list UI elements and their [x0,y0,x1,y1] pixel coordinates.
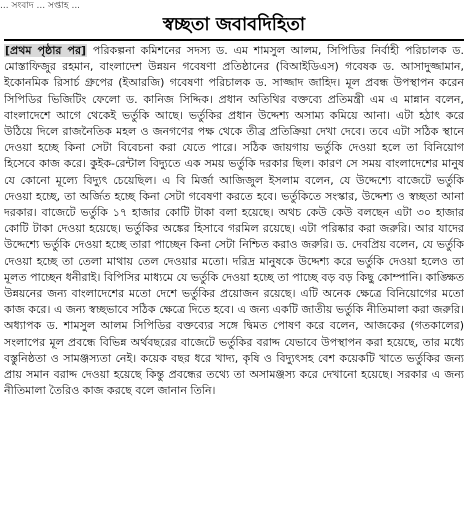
headline-rule [4,39,464,41]
continuation-label: [প্রথম পৃষ্ঠার পর] [5,44,87,57]
article-body [4,43,464,529]
header-strip: ... সংবাদ ... সপ্তাহ ... [0,1,81,11]
headline: স্বচ্ছতা জবাবদিহিতা [162,14,306,35]
article-text: পরিকল্পনা কমিশনের সদস্য ড. এম শামসুল আলম, সিপিডির নির্বাহী পরিচালক ড. মোস্তাফিজুর রহমান, বাংলাদেশ উন্নয়ন গবেষণা প্রতিষ্ঠানের (বিআইডিএস) গবেষক ড. আসাদুজ্জামান, ইকোনমিক রিসার্চ গ্রুপের (ইআরজি) গবেষণা পরিচালক ড. সাজ্জাদ জাহিদ। মূল প্রবন্ধ উপস্থাপন করেন সিপিডির ভিজিটিং ফেলো ড. কানিজ সিদ্দিক। প্রধান অতিথির বক্তব্যে প্রতিমন্ত্রী এম এ মান্নান বলেন, বাংলাদেশে আগে থেকেই ভর্তুকি আছে। ভর্তুকির প্রধান উদ্দেশ্য অসাম্য কমিয়ে আনা। এটা হঠাৎ করে উঠিয়ে দিলে রাজনৈতিক মহল ও জনগণের পক্ষ থেকে তীব্র প্রতিক্রিয়া দেখা দেবে। তবে এটা সঠিক স্থানে দেওয়া হচ্ছে কিনা সেটা বিবেচনা করা যেতে পারে। সঠিক জায়গায় ভর্তুকি দেওয়া হলে তা বিনিয়োগ হিসেবে কাজ করে। কুইক-রেন্টাল বিদ্যুতে এক সময় ভর্তুকি দরকার ছিল। কারণ সে সময় বাংলাদেশের মানুষ যে কোনো মূল্যে বিদ্যুৎ চেয়েছিল। এ বি মির্জা আজিজুল ইসলাম বলেন, যে উদ্দেশ্যে বাজেটে ভর্তুকি দেওয়া হচ্ছে, তা অর্জিত হচ্ছে কিনা সেটা গবেষণা করতে হবে। ভর্তুকিতে সংস্কার, উদ্দেশ্য ও স্বচ্ছতা আনা দরকার। বাজেটে ভর্তুকি ১৭ হাজার কোটি টাকা বলা হয়েছে। অথচ কেউ কেউ বলছেন এটা ৩০ হাজার কোটি টাকা দেওয়া হয়েছে। ভর্তুকির অঙ্কের হিসাবে গরমিল রয়েছে। এটা পরিষ্কার করা জরুরি। আর যাদের উদ্দেশ্যে ভর্তুকি দেওয়া হচ্ছে তারা পাচ্ছেন কিনা সেটা নিশ্চিত করাও জরুরি। ড. দেবপ্রিয় বলেন, যে ভর্তুকি দেওয়া হচ্ছে তা তেলা মাথায় তেল দেওয়ার মতো। দরিদ্র মানুষকে উদ্দেশ্য করে ভর্তুকি দেওয়া হলেও তা মূলত পাচ্ছেন ধনীরাই। বিপিসির মাধ্যমে যে ভর্তুকি দেওয়া হচ্ছে তা পাচ্ছে বড় বড় কিছু কোম্পানি। কাঙ্ক্ষিত উন্নয়নের জন্য বাংলাদেশের মতো দেশে ভর্তুকির প্রয়োজন রয়েছে। এটি অনেক ক্ষেত্রে বিনিয়োগের মতো কাজ করে। এ জন্য স্বচ্ছভাবে সঠিক ক্ষেত্রে দিতে হবে। এ জন্য একটি জাতীয় ভর্তুকি নীতিমালা করা জরুরি। অধ্যাপক ড. শামসুল আলম সিপিডির বক্তব্যের সঙ্গে দ্বিমত পোষণ করে বলেন, আজকের (গতকালের) সংলাপের মূল প্রবন্ধে বিভিন্ন অর্থবছরের বাজেটে ভর্তুকির বরাদ্দ যেভাবে উপস্থাপন করা হয়েছে, তার মধ্যে বস্তুনিষ্ঠতা ও সামঞ্জস্যতা নেই। কয়েক বছর ধরে খাদ্য, কৃষি ও বিদ্যুৎসহ বেশ কয়েকটি খাতে ভর্তুকির জন্য প্রায় সমান বরাদ্দ দেওয়া হয়েছে কিন্তু প্রবন্ধের তথ্যে তা অসামঞ্জস্য করে দেখানো হয়েছে। সরকার এ জন্য নীতিমালা তৈরিও কাজ করছে বলে জানান তিনি। [4,44,464,398]
article-paragraph [4,43,464,399]
